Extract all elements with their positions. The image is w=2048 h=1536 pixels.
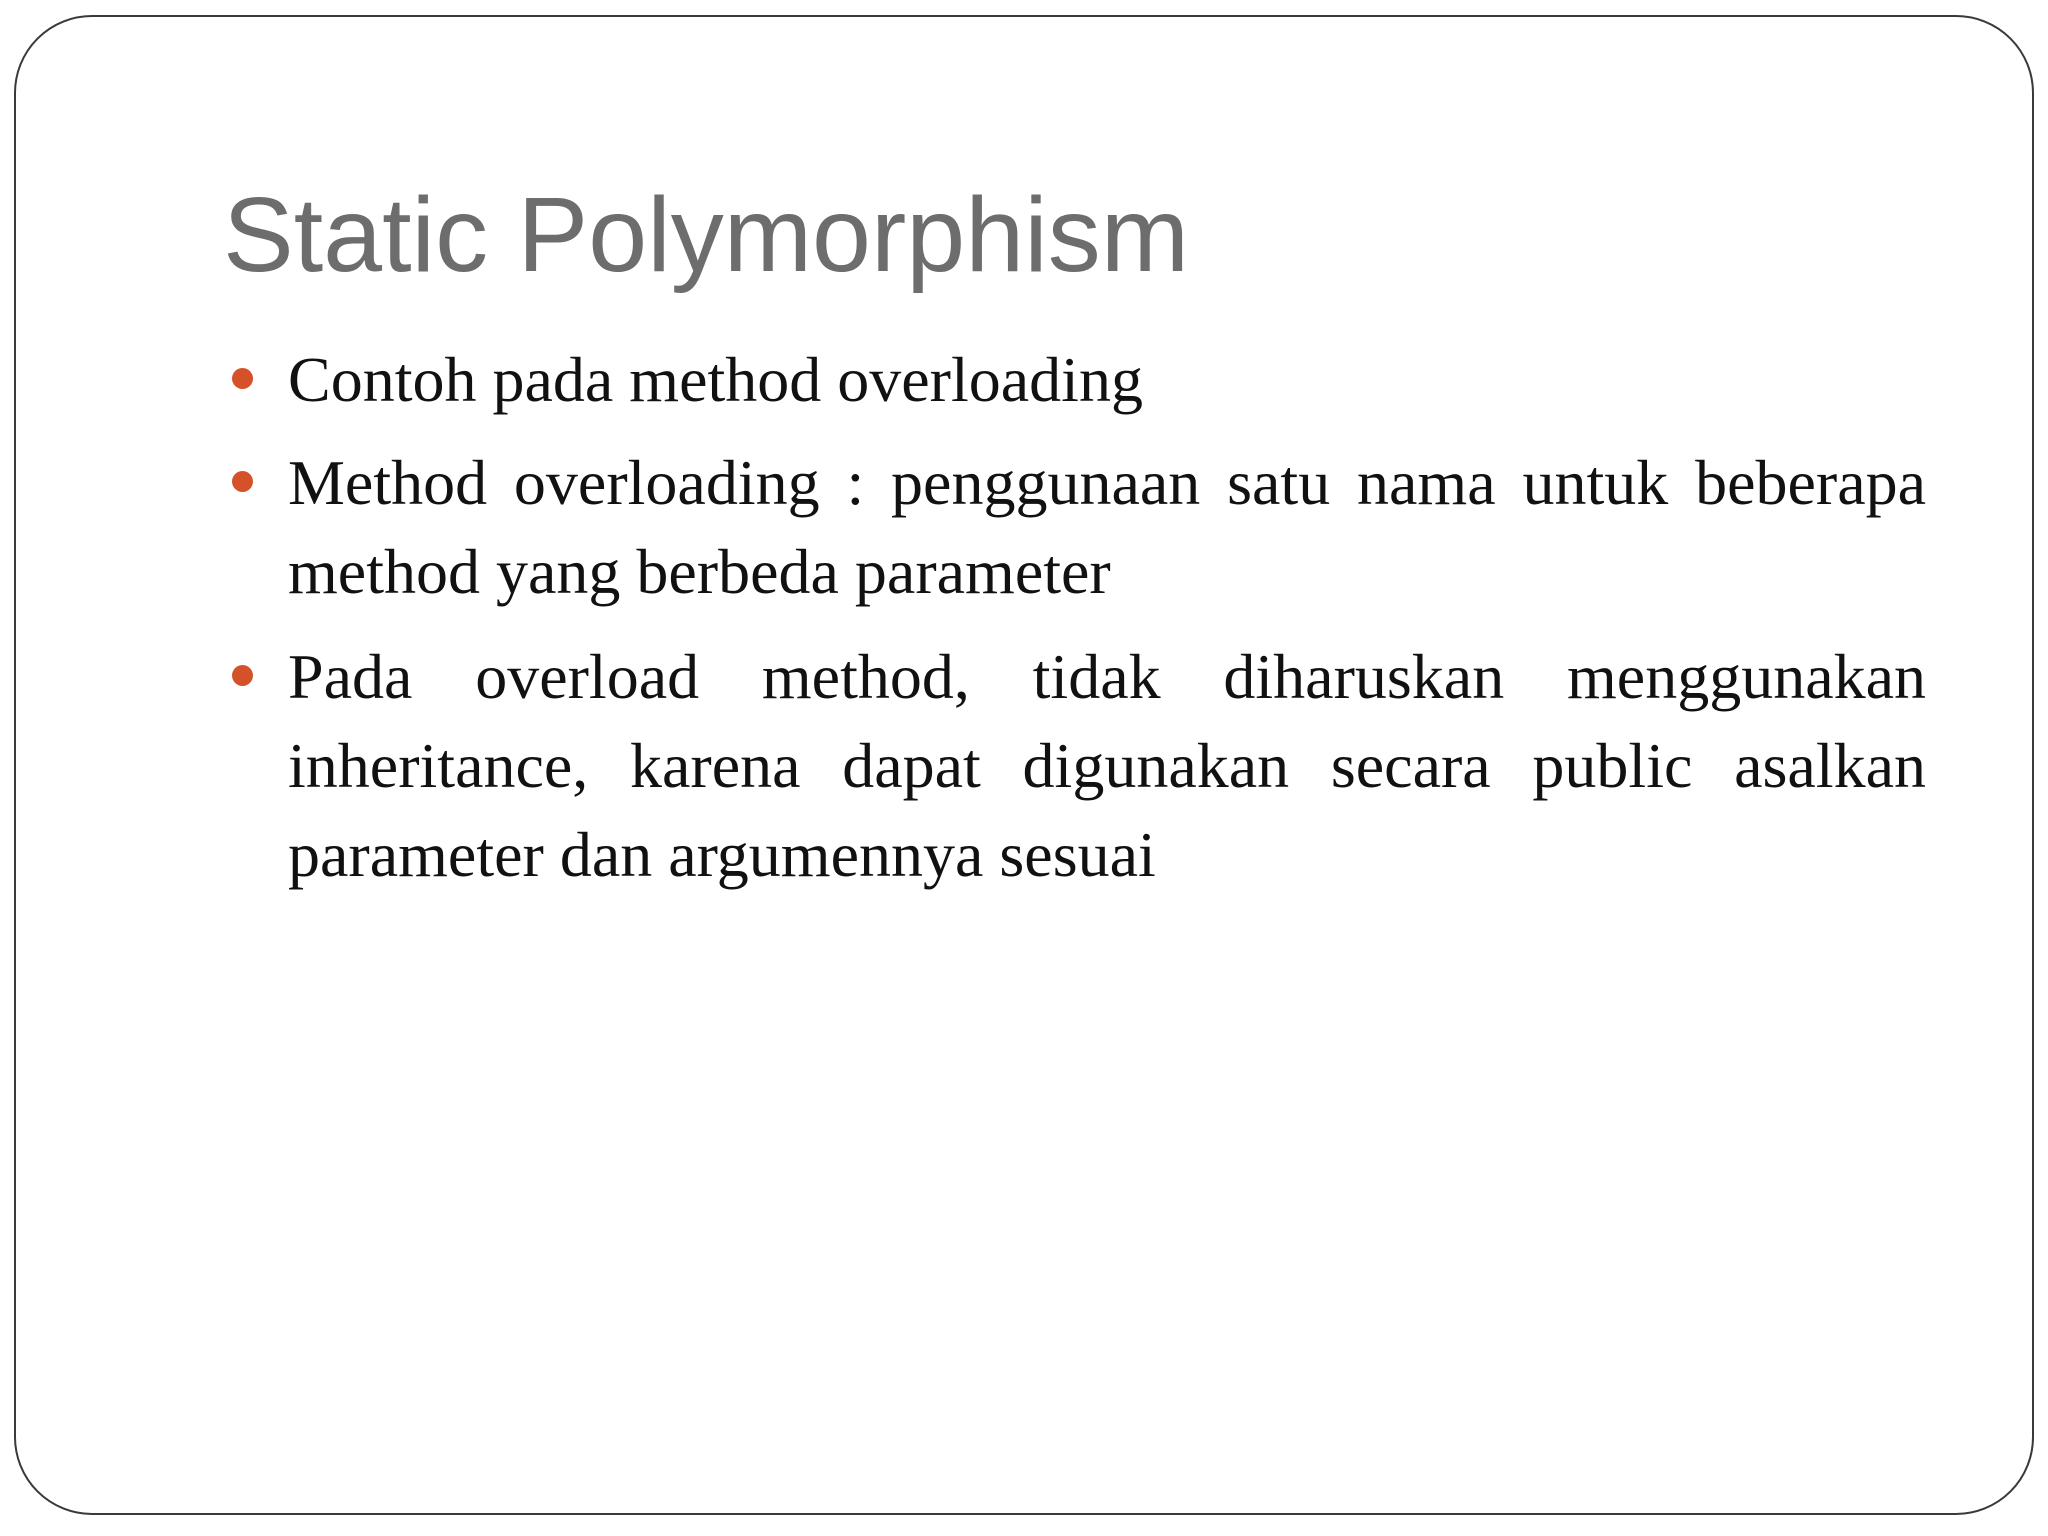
bullet-text-2: Method overloading : penggunaan satu nama untuk beberapa method yang berbeda parameter	[288, 447, 1926, 607]
bullet-dot-icon	[232, 368, 253, 389]
bullet-item-2	[226, 438, 1926, 616]
bullet-text-1: Contoh pada method overloading	[288, 344, 1143, 415]
bullet-item-3	[226, 632, 1926, 899]
bullet-text-3: Pada overload method, tidak diharuskan menggunakan inheritance, karena dapat digunakan secara public asalkan parameter dan argumennya sesuai	[288, 641, 1926, 890]
bullet-dot-icon	[232, 665, 253, 686]
bullet-list	[226, 335, 1926, 915]
bullet-item-1	[226, 335, 1926, 424]
bullet-dot-icon	[232, 471, 253, 492]
slide-title: Static Polymorphism	[223, 176, 1190, 294]
